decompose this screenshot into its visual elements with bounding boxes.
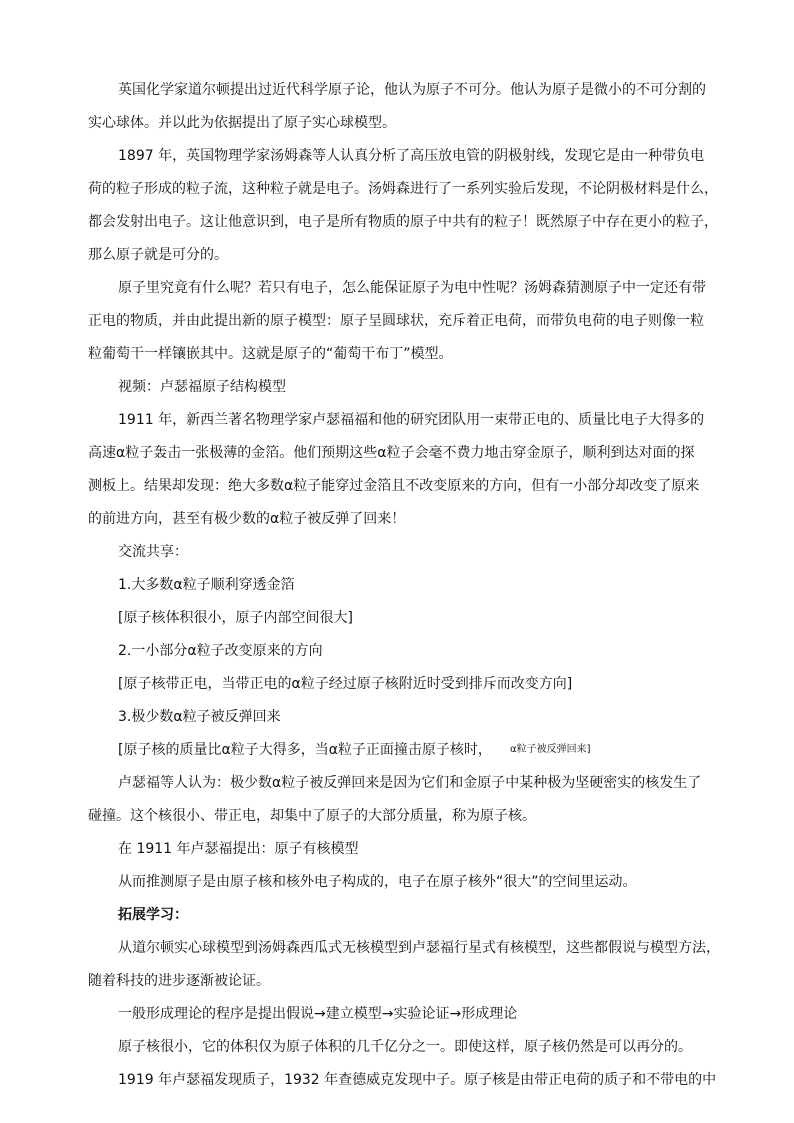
text-line: 原子核很小，它的体积仅为原子体积的几千亿分之一。即使这样，原子核仍然是可以再分的。 (118, 1039, 692, 1055)
text-line: 视频：卢瑟福原子结构模型 (118, 379, 286, 395)
text-line: 一般形成理论的程序是提出假说→建立模型→实验论证→形成理论 (118, 1006, 518, 1022)
text-line: [原子核带正电，当带正电的α粒子经过原子核附近时受到排斥而改变方向] (118, 676, 573, 692)
text-line: 那么原子就是可分的。 (88, 247, 228, 263)
text-line: 英国化学家道尔顿提出过近代科学原子论，他认为原子不可分。他认为原子是微小的不可分割的 (118, 82, 706, 98)
text-line: 2.一小部分α粒子改变原来的方向 (118, 643, 323, 659)
text-line: 3.极少数α粒子被反弹回来 (118, 709, 281, 725)
text-line: 从道尔顿实心球模型到汤姆森西瓜式无核模型到卢瑟福行星式有核模型，这些都假说与模型方法， (118, 940, 720, 956)
text-line: 高速α粒子轰击一张极薄的金箔。他们预期这些α粒子会毫不费力地击穿金原子，顺利到达对面的探 (88, 445, 695, 461)
text-line: 1919 年卢瑟福发现质子，1932 年查德威克发现中子。原子核是由带正电荷的质子和不带电的中 (118, 1072, 717, 1088)
text-line: 卢瑟福等人认为：极少数α粒子被反弹回来是因为它们和金原子中某种极为坚硬密实的核发生了 (118, 775, 702, 791)
text-line: 在 1911 年卢瑟福提出：原子有核模型 (118, 841, 359, 857)
text-line: 交流共享： (118, 544, 188, 560)
text-line: 1.大多数α粒子顺利穿透金箔 (118, 577, 295, 593)
text-line: 粒葡萄干一样镶嵌其中。这就是原子的“葡萄干布丁”模型。 (88, 346, 453, 362)
text-line: 碰撞。这个核很小、带正电，却集中了原子的大部分质量，称为原子核。 (88, 808, 536, 824)
text-line: 1897 年，英国物理学家汤姆森等人认真分析了高压放电管的阴极射线，发现它是由一种带负电 (118, 148, 705, 164)
text-line: 原子里究竟有什么呢？若只有电子，怎么能保证原子为电中性呢？汤姆森猜测原子中一定还有带 (118, 280, 706, 296)
text-line: [原子核体积很小，原子内部空间很大] (118, 610, 353, 626)
text-line: 正电的物质，并由此提出新的原子模型：原子呈圆球状，充斥着正电荷，而带负电荷的电子则像一粒 (88, 313, 704, 329)
text-line-tail: α粒子被反弹回来] (510, 744, 591, 755)
text-line: 实心球体。并以此为依据提出了原子实心球模型。 (88, 115, 396, 131)
text-line: [原子核的质量比α粒子大得多，当α粒子正面撞击原子核时， (118, 742, 492, 758)
text-line: 荷的粒子形成的粒子流，这种粒子就是电子。汤姆森进行了一系列实验后发现，不论阴极材料是什么， (88, 181, 718, 197)
text-line: 都会发射出电子。这让他意识到，电子是所有物质的原子中共有的粒子！既然原子中存在更小的粒子， (88, 214, 718, 230)
text-line: 随着科技的进步逐渐被论证。 (88, 973, 270, 989)
text-line: 测板上。结果却发现：绝大多数α粒子能穿过金箔且不改变原来的方向，但有一小部分却改变了原来 (88, 478, 700, 494)
text-line: 1911 年，新西兰著名物理学家卢瑟福福和他的研究团队用一束带正电的、质量比电子大得多的 (118, 412, 705, 428)
section-heading: 拓展学习： (118, 907, 188, 923)
text-line: 的前进方向，甚至有极少数的α粒子被反弹了回来！ (88, 511, 406, 527)
text-line: 从而推测原子是由原子核和核外电子构成的，电子在原子核外“很大”的空间里运动。 (118, 874, 637, 890)
